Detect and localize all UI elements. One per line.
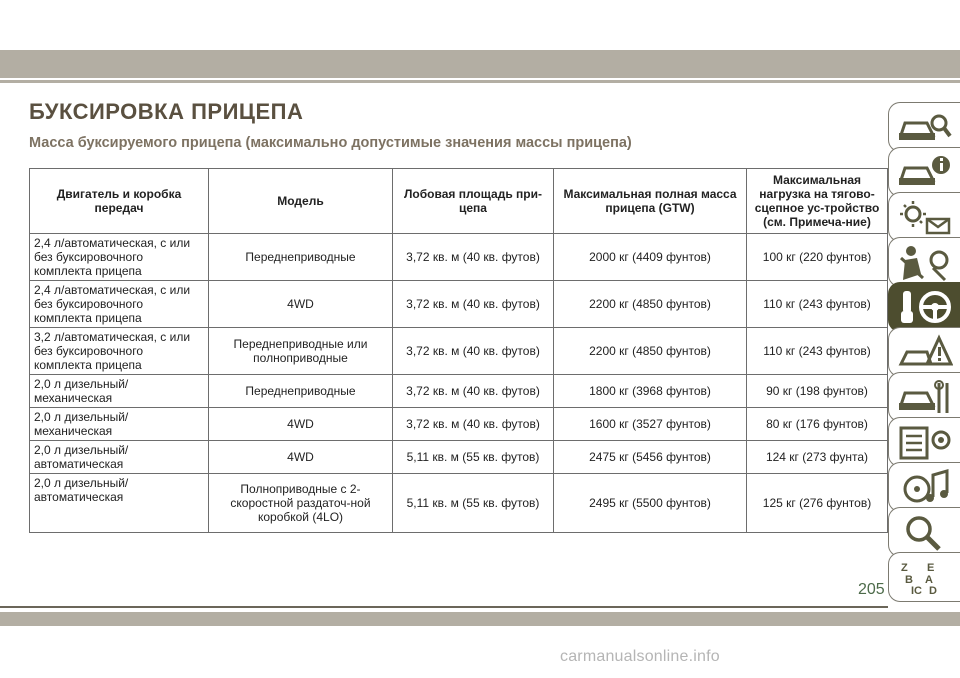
cell-gtw: 2200 кг (4850 фунтов) (554, 281, 747, 328)
table-header-row (30, 169, 888, 234)
cell-tongue-load: 100 кг (220 фунтов) (747, 234, 888, 281)
cell-frontal-area: 3,72 кв. м (40 кв. футов) (393, 375, 554, 408)
cell-engine: 2,0 л дизельный/ механическая (30, 375, 209, 408)
car-search-icon (897, 109, 953, 147)
svg-text:Z: Z (901, 562, 908, 574)
cell-tongue-load: 90 кг (198 фунтов) (747, 375, 888, 408)
tab-car-info[interactable] (888, 147, 960, 197)
cell-tongue-load: 110 кг (243 фунтов) (747, 281, 888, 328)
svg-text:E: E (927, 562, 935, 574)
cell-model: 4WD (209, 281, 393, 328)
top-stripe (0, 80, 960, 83)
table-row (30, 474, 888, 533)
towing-weights-table (29, 168, 888, 533)
cell-gtw: 2000 кг (4409 фунтов) (554, 234, 747, 281)
roadside-warning-icon (897, 334, 953, 372)
bottom-rule (0, 606, 888, 608)
cell-gtw: 1600 кг (3527 фунтов) (554, 408, 747, 441)
index-search-icon (897, 514, 953, 552)
cell-frontal-area: 3,72 кв. м (40 кв. футов) (393, 328, 554, 375)
cell-frontal-area: 3,72 кв. м (40 кв. футов) (393, 281, 554, 328)
cell-tongue-load: 110 кг (243 фунтов) (747, 328, 888, 375)
tab-multimedia[interactable] (888, 462, 960, 512)
cell-gtw: 1800 кг (3968 фунтов) (554, 375, 747, 408)
tab-starting-operating[interactable] (888, 282, 960, 332)
warning-light-message-icon (897, 199, 953, 237)
page-number: 205 (858, 581, 885, 598)
tab-service[interactable] (888, 372, 960, 422)
table-row (30, 408, 888, 441)
table-row (30, 281, 888, 328)
table-row (30, 234, 888, 281)
cell-model: Переднеприводные или полноприводные (209, 328, 393, 375)
cell-gtw: 2495 кг (5500 фунтов) (554, 474, 747, 533)
cell-tongue-load: 124 кг (273 фунта) (747, 441, 888, 474)
cell-model: Переднеприводные (209, 234, 393, 281)
seatbelt-airbag-icon (897, 244, 953, 282)
cell-tongue-load: 125 кг (276 фунтов) (747, 474, 888, 533)
tab-alphabet-index[interactable] (888, 552, 960, 602)
tab-index-search[interactable] (888, 507, 960, 557)
cell-model: Полноприводные с 2-скоростной раздаточ-ной коробкой (4LO) (209, 474, 393, 533)
cell-engine: 3,2 л/автоматическая, с или без буксировочного комплекта прицепа (30, 328, 209, 375)
cell-tongue-load: 80 кг (176 фунтов) (747, 408, 888, 441)
service-tools-icon (897, 379, 953, 417)
table-row (30, 441, 888, 474)
table-row (30, 328, 888, 375)
cell-frontal-area: 5,11 кв. м (55 кв. футов) (393, 474, 554, 533)
svg-text:IC: IC (911, 585, 922, 597)
svg-text:D: D (929, 585, 937, 597)
cell-gtw: 2475 кг (5456 фунтов) (554, 441, 747, 474)
header-frontal-area: Лобовая площадь при-цепа (393, 169, 554, 234)
header-model: Модель (209, 169, 393, 234)
cell-frontal-area: 3,72 кв. м (40 кв. футов) (393, 234, 554, 281)
page-title: БУКСИРОВКА ПРИЦЕПА (29, 99, 304, 124)
cell-engine: 2,4 л/автоматическая, с или без буксировочного комплекта прицепа (30, 234, 209, 281)
table-row (30, 375, 888, 408)
header-engine: Двигатель и коробка передач (30, 169, 209, 234)
specifications-checklist-icon (897, 424, 953, 462)
multimedia-music-icon (897, 469, 953, 507)
section-subtitle: Масса буксируемого прицепа (максимально допустимые значения массы прицепа) (29, 135, 632, 151)
top-decorative-band (0, 50, 960, 78)
alphabet-index-icon (897, 559, 953, 597)
key-steering-wheel-icon (897, 289, 953, 327)
tab-car-search[interactable] (888, 102, 960, 152)
watermark-text: carmanualsonline.info (560, 648, 720, 665)
cell-engine: 2,0 л дизельный/ автоматическая (30, 441, 209, 474)
cell-engine: 2,0 л дизельный/ механическая (30, 408, 209, 441)
tab-specifications[interactable] (888, 417, 960, 467)
svg-text:B: B (905, 574, 913, 586)
tab-safety[interactable] (888, 237, 960, 287)
cell-model: 4WD (209, 441, 393, 474)
cell-engine: 2,4 л/автоматическая, с или без буксировочного комплекта прицепа (30, 281, 209, 328)
header-tongue-load: Максимальная нагрузка на тягово-сцепное ус-тройство (см. Примеча-ние) (747, 169, 888, 234)
car-info-icon (897, 154, 953, 192)
cell-engine: 2,0 л дизельный/ автоматическая (30, 474, 209, 533)
tab-emergency[interactable] (888, 327, 960, 377)
tab-warning-lights[interactable] (888, 192, 960, 242)
cell-gtw: 2200 кг (4850 фунтов) (554, 328, 747, 375)
header-gtw: Максимальная полная масса прицепа (GTW) (554, 169, 747, 234)
cell-frontal-area: 3,72 кв. м (40 кв. футов) (393, 408, 554, 441)
cell-frontal-area: 5,11 кв. м (55 кв. футов) (393, 441, 554, 474)
svg-text:A: A (925, 574, 933, 586)
bottom-decorative-band (0, 612, 960, 626)
cell-model: Переднеприводные (209, 375, 393, 408)
cell-model: 4WD (209, 408, 393, 441)
